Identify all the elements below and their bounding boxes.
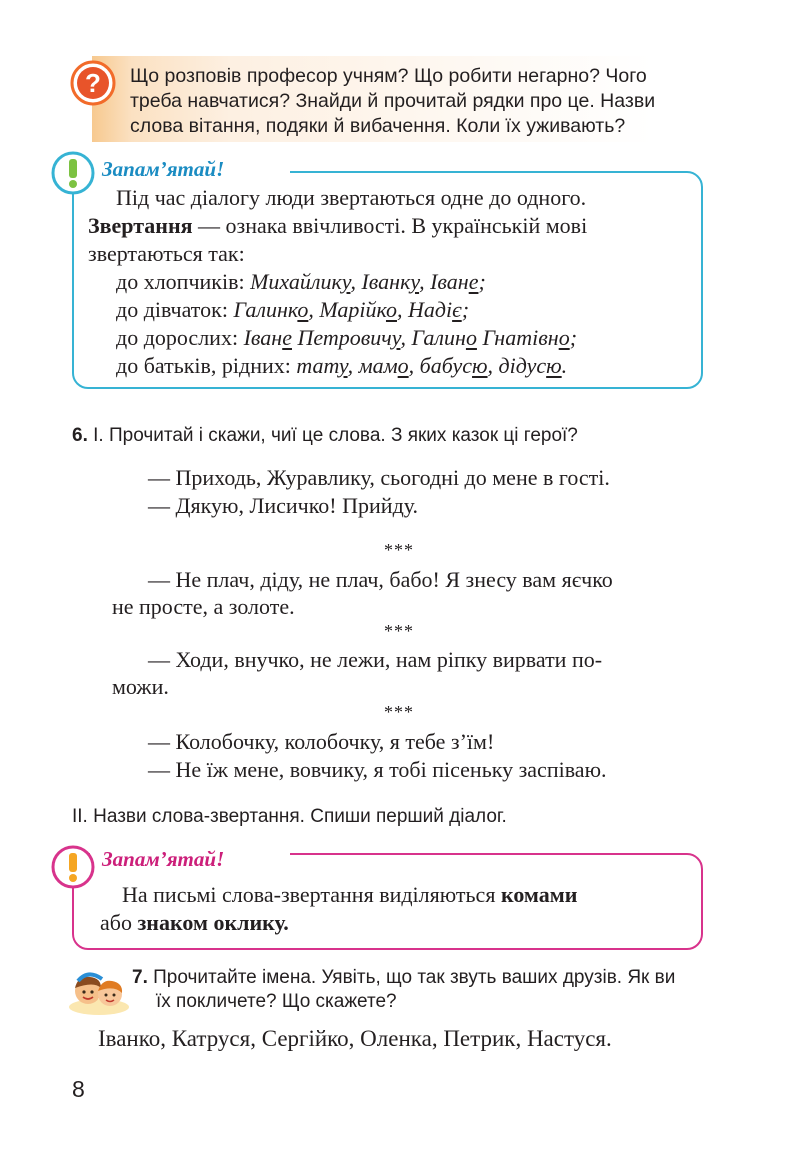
names-list: Іванко, Катруся, Сергійко, Оленка, Петрик, Настуся.: [98, 1026, 612, 1051]
separator-stars: ***: [384, 702, 414, 722]
remember-line: Під час діалогу люди звертаються одне до одного.: [116, 185, 587, 210]
word-separator: ;: [569, 325, 578, 350]
task-6-instruction: [72, 425, 578, 447]
remember-line: звертаються так:: [88, 241, 245, 266]
address-word: [319, 297, 408, 322]
dialog-line: — Дякую, Лисичко! Прийду.: [148, 493, 419, 518]
word-ending: у: [410, 269, 420, 294]
task-number: 7.: [132, 967, 148, 988]
word-ending: е: [282, 325, 292, 350]
word-separator: ,: [350, 269, 362, 294]
word-separator: ,: [347, 353, 359, 378]
word-stem: Наді: [407, 297, 453, 322]
term-bold: Звертання: [88, 213, 193, 238]
word-stem: Іванк: [361, 269, 411, 294]
word-ending: о: [558, 325, 570, 350]
word-stem: Іван: [430, 269, 469, 294]
task-6-part-2: ІІ. Назви слова-звертання. Спиши перший діалог.: [72, 806, 507, 827]
dialog-line: — Приходь, Журавлику, сьогодні до мене в гості.: [148, 465, 610, 490]
address-word: [297, 325, 411, 350]
address-examples: [296, 353, 567, 378]
task-text: І. Прочитай і скажи, чиї це слова. З яких казок ці герої?: [87, 425, 578, 446]
term-bold: комами: [500, 882, 578, 907]
question-text: [130, 64, 740, 139]
address-examples: [250, 269, 486, 294]
address-word: [244, 325, 298, 350]
word-stem: бабус: [419, 353, 473, 378]
remember-line-start: або: [100, 910, 138, 935]
task-7-instruction: [132, 966, 742, 1014]
address-examples: [233, 297, 469, 322]
address-row: [88, 324, 698, 352]
word-separator: ,: [308, 297, 320, 322]
remember-title: Запам’ятай!: [102, 847, 225, 871]
children-icon: [68, 969, 130, 1015]
word-ending: о: [465, 325, 477, 350]
address-row: [88, 268, 698, 296]
word-ending: е: [468, 269, 479, 294]
question-mark-icon: [70, 60, 116, 106]
word-stem: дідус: [498, 353, 547, 378]
address-word: [411, 325, 482, 350]
svg-text:?: ?: [85, 68, 101, 98]
task-7-line: [132, 966, 742, 990]
dialog-line: — Не їж мене, вовчику, я тобі пісеньку заспіваю.: [148, 757, 607, 782]
word-stem: Петрович: [297, 325, 392, 350]
remember-text: [88, 184, 698, 380]
page-number: 8: [72, 1076, 85, 1102]
task-7-line: їх покличете? Що скажете?: [156, 991, 397, 1012]
word-ending: у: [338, 353, 348, 378]
question-line: треба навчатися? Знайди й прочитай рядки про це. Назви: [130, 90, 656, 112]
dialog-line: не просте, а золоте.: [112, 594, 295, 619]
word-ending: о: [385, 297, 397, 322]
address-row-label: до хлопчиків:: [116, 269, 251, 294]
word-separator: .: [561, 353, 568, 378]
word-ending: є: [452, 297, 462, 322]
address-row: [88, 296, 698, 324]
word-separator: ,: [396, 297, 408, 322]
word-stem: Галинк: [233, 297, 298, 322]
dialog-line: — Колобочку, колобочку, я тебе з’їм!: [148, 729, 495, 754]
separator-stars: ***: [384, 621, 414, 641]
word-stem: Іван: [243, 325, 283, 350]
remember-line-rest: — ознака ввічливості. В українській мові: [192, 213, 588, 238]
address-word: [359, 353, 420, 378]
address-word: [430, 269, 486, 294]
task-text: Прочитайте імена. Уявіть, що так звуть ваших друзів. Як ви: [147, 967, 676, 988]
address-row-label: до батьків, рідних:: [116, 353, 297, 378]
word-separator: ,: [487, 353, 499, 378]
address-word: [361, 269, 430, 294]
address-word: [296, 353, 358, 378]
word-stem: Галин: [411, 325, 466, 350]
question-line: Що розповів професор учням? Що робити негарно? Чого: [130, 65, 647, 87]
word-separator: ,: [419, 269, 431, 294]
word-ending: о: [397, 353, 409, 378]
remember-title: Запам’ятай!: [102, 157, 225, 181]
word-separator: ;: [478, 269, 486, 294]
term-bold: знаком оклику.: [137, 910, 289, 935]
address-word: [420, 353, 499, 378]
word-separator: ,: [400, 325, 412, 350]
word-ending: ю: [546, 353, 562, 378]
word-ending: ю: [472, 353, 488, 378]
question-line: слова вітання, подяки й вибачення. Коли їх уживають?: [130, 115, 626, 137]
word-ending: у: [341, 269, 351, 294]
word-separator: ;: [461, 297, 470, 322]
word-stem: Гнатівн: [482, 325, 559, 350]
remember-line-start: На письмі слова-звертання виділяються: [122, 882, 501, 907]
address-row-label: до дорослих:: [116, 325, 244, 350]
address-word: [233, 297, 319, 322]
word-stem: Михайлик: [250, 269, 342, 294]
word-ending: о: [297, 297, 309, 322]
exclamation-icon: [50, 844, 96, 890]
address-word: [499, 353, 568, 378]
address-word: [408, 297, 469, 322]
word-ending: у: [391, 325, 401, 350]
remember-line: [100, 909, 690, 937]
dialog-line: — Ходи, внучко, не лежи, нам ріпку вирвати по-: [148, 647, 603, 672]
dialog-line: — Не плач, діду, не плач, бабо! Я знесу вам яєчко: [148, 567, 613, 592]
word-stem: Марійк: [319, 297, 386, 322]
address-word: [482, 325, 577, 350]
remember-text: [100, 881, 690, 937]
word-separator: ,: [408, 353, 420, 378]
remember-line: [100, 881, 690, 909]
address-row-label: до дівчаток:: [116, 297, 234, 322]
address-examples: [244, 325, 577, 350]
remember-line: [88, 212, 698, 240]
address-row: [88, 352, 698, 380]
word-stem: мам: [358, 353, 398, 378]
dialog-line: можи.: [112, 674, 169, 699]
address-word: [250, 269, 361, 294]
separator-stars: ***: [384, 540, 414, 560]
word-stem: тат: [296, 353, 339, 378]
task-number: 6.: [72, 425, 88, 446]
